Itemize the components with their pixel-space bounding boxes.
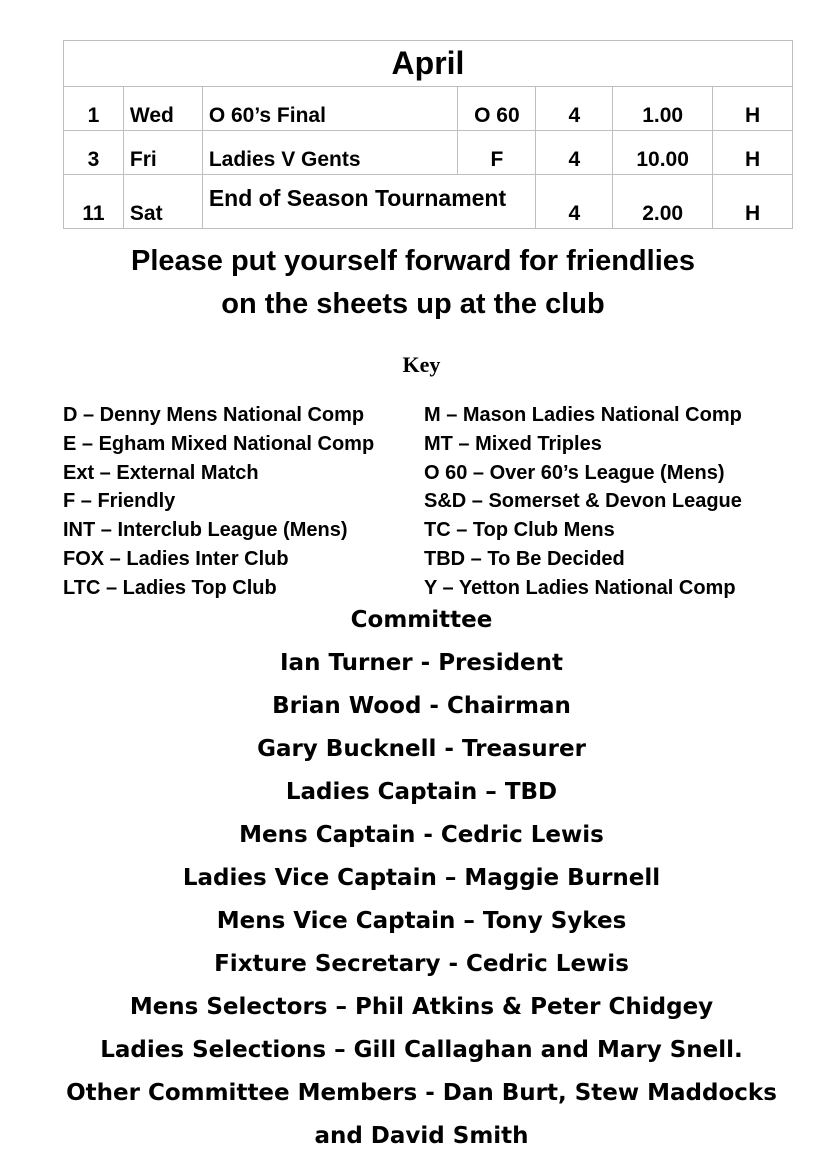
committee-member: Ian Turner - President — [279, 650, 564, 676]
committee-member: Ladies Vice Captain – Maggie Burnell — [182, 865, 661, 891]
table-row — [64, 87, 793, 131]
table-row — [64, 131, 793, 175]
key-item: Ext – External Match — [63, 461, 259, 484]
committee-member: Other Committee Members - Dan Burt, Stew Maddocks — [66, 1080, 777, 1106]
fixture-day: 11 — [64, 175, 124, 229]
fixture-event: O 60’s Final — [202, 87, 458, 131]
fixture-time: 1.00 — [613, 87, 713, 131]
key-list-right — [424, 401, 742, 603]
committee-member: Ladies Selections – Gill Callaghan and Mary Snell. — [100, 1037, 743, 1063]
key-list-left — [63, 401, 374, 603]
table-row — [64, 175, 793, 229]
committee-member: Mens Captain - Cedric Lewis — [239, 822, 604, 848]
fixtures-table — [63, 40, 793, 229]
committee-heading: Committee — [350, 607, 493, 633]
fixture-venue: H — [713, 131, 793, 175]
fixture-weekday: Fri — [123, 131, 202, 175]
friendlies-notice — [0, 240, 826, 326]
committee-member: Mens Vice Captain – Tony Sykes — [216, 908, 627, 934]
committee-member: Ladies Captain – TBD — [285, 779, 558, 805]
key-item: O 60 – Over 60’s League (Mens) — [424, 461, 725, 484]
fixture-code: O 60 — [458, 87, 536, 131]
committee-member: and David Smith — [314, 1123, 529, 1149]
key-item: D – Denny Mens National Comp — [63, 404, 365, 426]
fixture-rinks: 4 — [536, 131, 613, 175]
key-item: TC – Top Club Mens — [424, 519, 615, 542]
key-item: E – Egham Mixed National Comp — [63, 432, 375, 455]
fixture-venue: H — [713, 175, 793, 229]
fixture-venue: H — [713, 87, 793, 131]
committee-member: Fixture Secretary - Cedric Lewis — [214, 951, 629, 977]
committee-member: Gary Bucknell - Treasurer — [257, 736, 586, 762]
fixture-event: Ladies V Gents — [202, 131, 458, 175]
fixture-day: 3 — [64, 131, 124, 175]
fixture-weekday: Sat — [123, 175, 202, 229]
key-item: FOX – Ladies Inter Club — [63, 547, 289, 570]
key-item: Y – Yetton Ladies National Comp — [424, 576, 736, 599]
fixture-rinks: 4 — [536, 87, 613, 131]
notice-line: Please put yourself forward for friendlies — [130, 245, 696, 277]
key-item: INT – Interclub League (Mens) — [63, 519, 348, 542]
key-item: S&D – Somerset & Devon League — [424, 490, 742, 513]
month-title: April — [64, 41, 793, 87]
committee-member: Brian Wood - Chairman — [272, 693, 571, 719]
fixture-day: 1 — [64, 87, 124, 131]
key-item: M – Mason Ladies National Comp — [424, 404, 742, 426]
key-item: LTC – Ladies Top Club — [63, 576, 277, 599]
committee-section — [0, 602, 826, 1161]
fixture-code: F — [458, 131, 536, 175]
key-item: MT – Mixed Triples — [424, 432, 602, 455]
fixture-time: 2.00 — [613, 175, 713, 229]
fixture-rinks: 4 — [536, 175, 613, 229]
key-item: F – Friendly — [63, 490, 176, 513]
notice-line: on the sheets up at the club — [221, 288, 605, 320]
fixture-weekday: Wed — [123, 87, 202, 131]
fixture-event: End of Season Tournament — [202, 175, 536, 229]
committee-member: Mens Selectors – Phil Atkins & Peter Chidgey — [129, 994, 714, 1020]
key-heading: Key — [402, 352, 441, 377]
month-header-row — [64, 41, 793, 87]
fixture-time: 10.00 — [613, 131, 713, 175]
key-item: TBD – To Be Decided — [424, 547, 625, 570]
